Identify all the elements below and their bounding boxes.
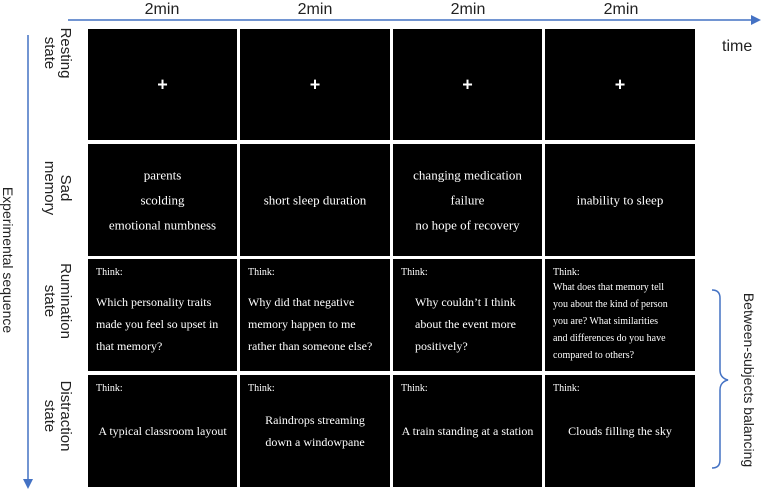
time-axis-label: time xyxy=(722,38,753,55)
rumination-panel-4: Think: What does that memory tell you about the kind of person you are? What similarities and differences do you have compared to others? xyxy=(545,259,695,371)
distraction-panel-1: Think: A typical classroom layout xyxy=(88,375,237,487)
row-label-rumination: Rumination state xyxy=(41,263,74,339)
row-label-distraction: Distraction state xyxy=(41,380,74,452)
fixation-cross: + xyxy=(309,74,321,94)
sad-memory-panel-1: parents scolding emotional numbness xyxy=(88,144,237,256)
duration-label-2: 2min xyxy=(297,1,333,18)
rumination-panel-2: Think: Why did that negative memory happen to me rather than someone else? xyxy=(240,259,390,371)
fixation-cross: + xyxy=(462,74,473,94)
rumination-panel-3: Think: Why couldn’t I think about the event more positively? xyxy=(393,259,542,371)
row-label-sad-memory: Sad memory xyxy=(41,160,74,216)
rumination-panel-1: Think: Which personality traits made you feel so upset in that memory? xyxy=(88,259,237,371)
row-label-resting: Resting state xyxy=(41,27,74,79)
distraction-panel-2: Think: Raindrops streaming down a windowpane xyxy=(240,375,390,487)
sequence-label: Experimental sequence xyxy=(0,186,16,334)
sad-memory-panel-2: short sleep duration xyxy=(240,144,390,256)
balancing-label: Between-subjects balancing xyxy=(741,292,757,468)
duration-label-4: 2min xyxy=(603,1,639,18)
resting-panel-4 xyxy=(545,29,695,140)
duration-label-1: 2min xyxy=(144,1,180,18)
resting-panel-3 xyxy=(393,29,542,140)
resting-panel-2 xyxy=(240,29,390,140)
duration-label-3: 2min xyxy=(450,1,486,18)
fixation-cross: + xyxy=(614,74,626,94)
sad-memory-panel-4: inability to sleep xyxy=(545,144,695,256)
sad-memory-panel-3: changing medication failure no hope of recovery xyxy=(393,144,542,256)
distraction-panel-4: Think: Clouds filling the sky xyxy=(545,375,695,487)
fixation-cross: + xyxy=(157,74,168,94)
resting-panel-1 xyxy=(88,29,237,140)
distraction-panel-3: Think: A train standing at a station xyxy=(393,375,542,487)
